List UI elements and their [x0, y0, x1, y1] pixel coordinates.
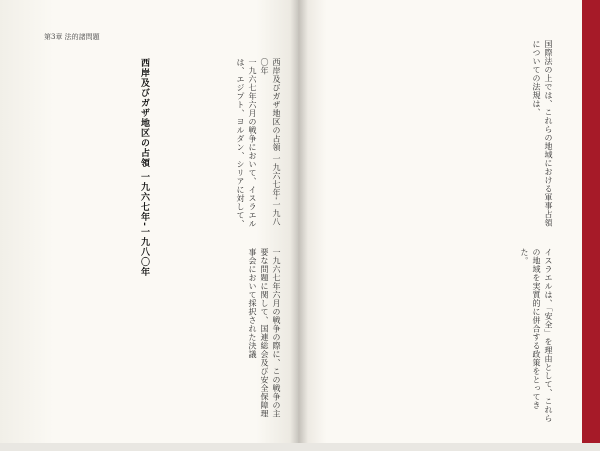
section-heading: 西岸及びガザ地区の占領 一九六七年-一九八〇年: [139, 58, 149, 277]
right-page-upper-text: 国際法の上では、これらの地域における軍事占領についての法規は、: [532, 40, 553, 227]
red-cover-edge: [582, 0, 600, 451]
book-gutter: [290, 0, 308, 451]
left-page-lower-text: 一九六七年六月の戦争の際に、この戦争の主要な問題に関して、国連総会及び安全保障理事会において採択された決議: [248, 248, 281, 418]
table-surface: [0, 443, 600, 451]
right-page-lower-text: イスラエルは、「安全」を理由として、これらの地域を実質的に併合する政策をとってきた。: [520, 248, 553, 423]
left-page-upper-text: 西岸及びガザ地区の占領 一九六七年-一九八〇年 一九六七年六月の戦争において、イスラエルは、エジプト、ヨルダン、シリアに対して、: [236, 58, 281, 228]
left-running-header: 第3章 法的諸問題: [44, 33, 100, 41]
